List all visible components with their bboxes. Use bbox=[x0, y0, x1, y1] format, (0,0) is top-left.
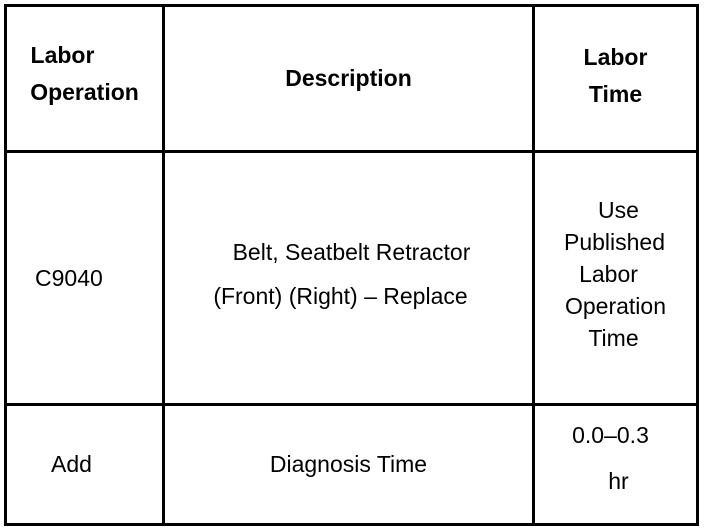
header-labor-time-line1: Labor bbox=[583, 44, 648, 71]
cell-labor-time-line5: Time bbox=[588, 325, 639, 352]
cell-description-line2: (Front) (Right) – Replace bbox=[213, 283, 468, 310]
table-row bbox=[6, 405, 698, 525]
header-description: Description bbox=[164, 6, 534, 152]
cell-labor-operation: C9040 bbox=[6, 151, 164, 404]
cell-labor-time-line2: Published bbox=[563, 229, 666, 256]
cell-labor-time bbox=[534, 405, 698, 525]
cell-labor-time-line2: hr bbox=[608, 467, 629, 494]
table-header-row bbox=[6, 6, 698, 152]
cell-labor-time-line4: Operation bbox=[564, 293, 666, 320]
table-row bbox=[6, 151, 698, 404]
cell-labor-time-line3: Labor bbox=[579, 261, 638, 288]
header-labor-operation-line2: Operation bbox=[30, 79, 139, 106]
cell-description bbox=[164, 151, 534, 404]
labor-time-table bbox=[4, 4, 699, 526]
header-labor-operation-line1: Labor bbox=[30, 42, 95, 69]
header-labor-operation bbox=[6, 6, 164, 152]
cell-description-line1: Belt, Seatbelt Retractor bbox=[232, 239, 471, 266]
cell-labor-time-line1: Use bbox=[598, 197, 639, 224]
cell-labor-time-line1: 0.0–0.3 bbox=[572, 421, 649, 448]
header-labor-time bbox=[534, 6, 698, 152]
header-labor-time-line2: Time bbox=[588, 81, 643, 108]
cell-labor-time bbox=[534, 151, 698, 404]
cell-labor-operation: Add bbox=[6, 405, 164, 525]
cell-description: Diagnosis Time bbox=[164, 405, 534, 525]
